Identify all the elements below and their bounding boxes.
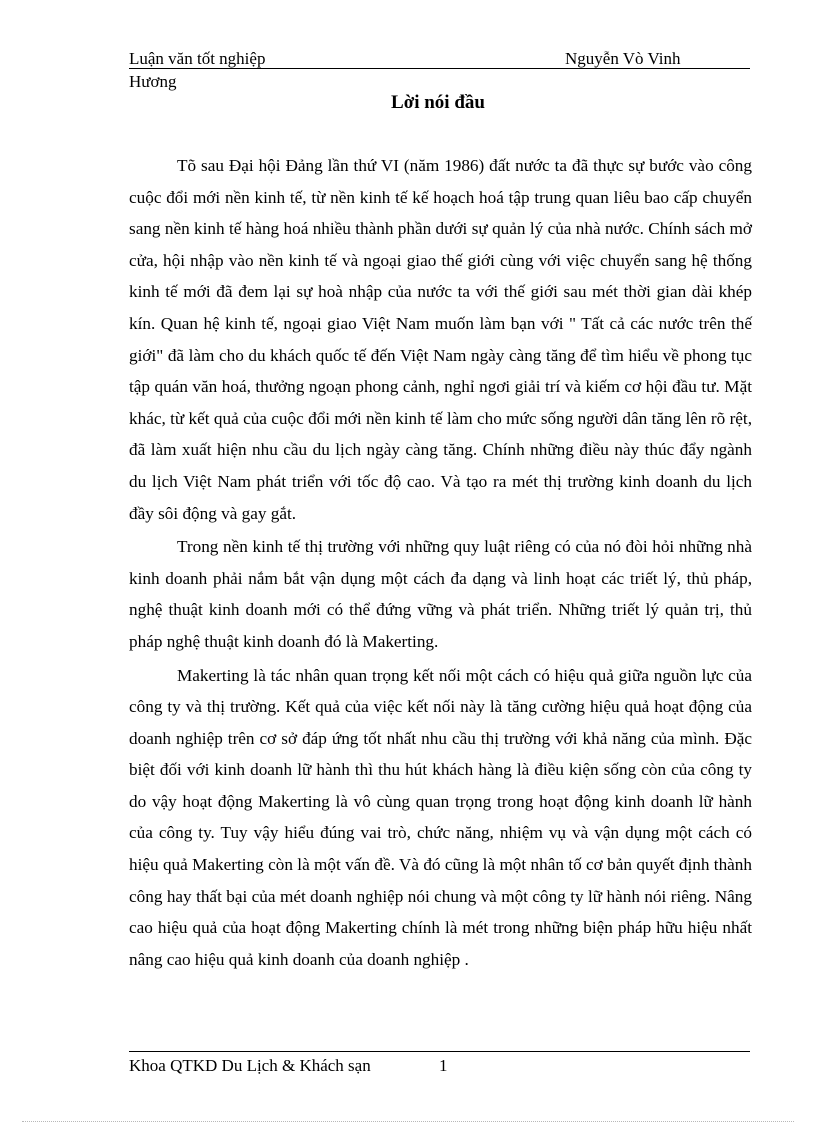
page-footer <box>129 1056 750 1078</box>
paragraph-2: Trong nền kinh tế thị trường với những quy luật riêng có của nó đòi hỏi những nhà kinh doanh phải nắm bắt vận dụng một cách đa dạng và linh hoạt các triết lý, thủ pháp, nghệ thuật kinh doanh mới có thể đứng vững và phát triển. Những triết lý quản trị, thủ pháp nghệ thuật kinh doanh đó là Makerting. <box>129 537 752 651</box>
footer-rule <box>129 1051 750 1052</box>
page-header <box>129 49 750 71</box>
page-number: 1 <box>439 1056 448 1075</box>
page-title: Lời nói đầu <box>391 92 485 113</box>
footer-department: Khoa QTKD Du Lịch & Khách sạn <box>129 1056 371 1075</box>
paragraph-3: Makerting là tác nhân quan trọng kết nối một cách có hiệu quả giữa nguồn lực của công ty và thị trường. Kết quả của việc kết nối này là tăng cường hiệu quả hoạt động của doanh nghiệp trên cơ sở đáp ứng tốt nhất nhu cầu thị trường với khả năng của mình. Đặc biệt đối với kinh doanh lữ hành thì thu hút khách hàng là điều kiện sống còn của công ty do vậy hoạt động Makerting là vô cùng quan trọng trong hoạt động kinh doanh lữ hành của công ty. Tuy vậy hiểu đúng vai trò, chức năng, nhiệm vụ và vận dụng một cách có hiệu quả Makerting còn là một vấn đề. Và đó cũng là một nhân tố cơ bản quyết định thành công hay thất bại của mét doanh nghiệp nói chung và một công ty lữ hành nói riêng. Nâng cao hiệu quả của hoạt động Makerting chính là mét trong những biện pháp hữu hiệu nhất nâng cao hiệu quả kinh doanh của doanh nghiệp . <box>129 665 752 969</box>
document-body <box>129 150 752 975</box>
header-thesis-label: Luận văn tốt nghiệp <box>129 49 266 68</box>
header-author-name: Nguyễn Vò Vinh <box>565 49 681 68</box>
page-break-divider <box>22 1121 794 1122</box>
header-rule <box>129 68 750 69</box>
paragraph-1: Tõ sau Đại hội Đảng lần thứ VI (năm 1986) đất nước ta đã thực sự bước vào công cuộc đổi mới nền kinh tế, từ nền kinh tế kế hoạch hoá tập trung quan liêu bao cấp chuyển sang nền kinh tế hàng hoá nhiều thành phần dưới sự quản lý của nhà nước. Chính sách mở cửa, hội nhập vào nền kinh tế và ngoại giao thế giới cùng với việc chuyển sang hệ thống kinh tế mới đã đem lại sự hoà nhập của nước ta với thế giới sau mét thời gian dài khép kín. Quan hệ kinh tế, ngoại giao Việt Nam muốn làm bạn với " Tất cả các nước trên thế giới" đã làm cho du khách quốc tế đến Việt Nam ngày càng tăng để tìm hiểu về phong tục tập quán văn hoá, thưởng ngoạn phong cảnh, nghỉ ngơi giải trí và kiếm cơ hội đầu tư. Mặt khác, từ kết quả của cuộc đổi mới nền kinh tế làm cho mức sống người dân tăng lên rõ rệt, đã làm xuất hiện nhu cầu du lịch ngày càng tăng. Chính những điều này thúc đẩy ngành du lịch Việt Nam phát triển với tốc độ cao. Và tạo ra mét thị trường kinh doanh du lịch đầy sôi động và gay gắt. <box>129 156 752 523</box>
header-author-name-wrap: Hương <box>129 72 177 91</box>
